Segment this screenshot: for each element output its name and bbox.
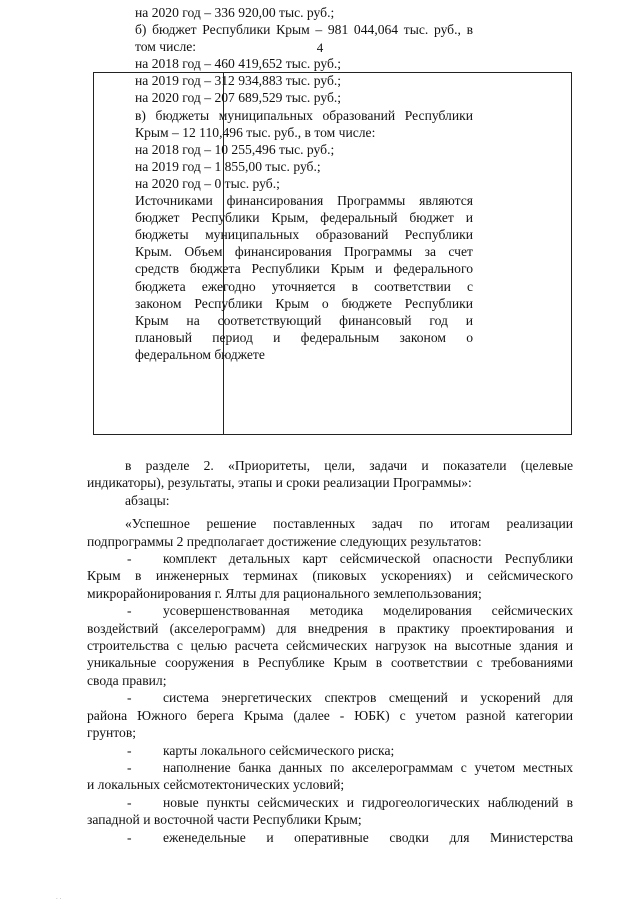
table-cell-line: Крым. Объем финансирования Программы за счет <box>135 244 473 260</box>
section-intro-line: в разделе 2. «Приоритеты, цели, задачи и показатели (целевые <box>125 458 573 473</box>
list-item-first-line: комплект детальных карт сейсмической опасности Республики <box>163 551 573 567</box>
table-cell-line: средств бюджета Республики Крым и федерального <box>135 261 473 277</box>
list-item-first-line: наполнение банка данных по акселерограммам с учетом местных <box>163 759 573 775</box>
list-dash: - <box>127 690 132 706</box>
list-dash: - <box>127 603 132 619</box>
scan-artifact: . . <box>56 893 62 901</box>
table-cell-line: плановый период и федеральным законом о <box>135 329 473 345</box>
list-item <box>87 794 573 829</box>
table-cell-line: на 2020 год – 0 тыс. руб.; <box>135 175 280 191</box>
list-item-first-line: карты локального сейсмического риска; <box>163 742 395 758</box>
list-item-first-line: система энергетических спектров смещений и ускорений для <box>163 690 573 706</box>
list-item-line: микрорайонирования г. Ялты для рационального землепользования; <box>87 585 482 601</box>
table-cell-line: федеральном бюджете <box>135 346 265 362</box>
page-number: 4 <box>316 40 324 55</box>
list-item-line: грунтов; <box>87 725 137 741</box>
quote-intro-line: подпрограммы 2 предполагает достижение следующих результатов: <box>87 533 482 549</box>
list-item-line: и локальных сейсмотектонических условий; <box>87 777 345 793</box>
list-item-first-line: усовершенствованная методика моделирования сейсмических <box>163 603 573 619</box>
table-cell-line: Крым – 12 110,496 тыс. руб., в том числе: <box>135 124 376 140</box>
table-cell-financing-text <box>135 4 473 363</box>
table-cell-line: на 2018 год – 10 255,496 тыс. руб.; <box>135 141 335 157</box>
list-dash: - <box>127 794 132 810</box>
list-dash: - <box>127 742 132 758</box>
list-item-line: Крым в инженерных терминах (пиковых ускорениях) и сейсмического <box>87 568 573 584</box>
list-item-line: западной и восточной части Республики Крым; <box>87 812 362 828</box>
list-item-line: района Южного берега Крыма (далее - ЮБК) с учетом разной категории <box>87 707 573 723</box>
table-cell-line: Крым на соответствующий финансовый год и <box>135 312 473 328</box>
table-cell-line: законом Республики Крым о бюджете Республики <box>135 295 473 311</box>
list-dash: - <box>127 759 132 775</box>
table-cell-line: бюджеты муниципальных образований Республики <box>135 227 473 243</box>
table-cell-line: на 2018 год – 460 419,652 тыс. руб.; <box>135 56 342 72</box>
list-dash: - <box>127 551 132 567</box>
list-item <box>87 829 573 846</box>
table-cell-line: в) бюджеты муниципальных образований Республики <box>135 107 473 123</box>
table-cell-line: на 2020 год – 207 689,529 тыс. руб.; <box>135 90 342 106</box>
list-item <box>87 759 573 794</box>
list-item-first-line: еженедельные и оперативные сводки для Министерства <box>163 829 573 845</box>
list-dash: - <box>127 829 132 845</box>
document-body <box>87 457 573 846</box>
quote-intro-line: «Успешное решение поставленных задач по итогам реализации <box>125 516 573 532</box>
list-item <box>87 550 573 602</box>
list-item-first-line: новые пункты сейсмических и гидрогеологических наблюдений в <box>163 794 573 810</box>
list-item-line: воздействий (акселерограмм) для внедрения в практику проектирования и <box>87 620 573 636</box>
list-item-line: свода правил; <box>87 672 167 688</box>
table-cell-line: на 2020 год – 336 920,00 тыс. руб.; <box>135 5 335 20</box>
results-list <box>87 550 573 846</box>
table-cell-line: Источниками финансирования Программы являются <box>135 193 473 209</box>
list-item <box>87 689 573 741</box>
table-cell-line: на 2019 год – 1 855,00 тыс. руб.; <box>135 158 321 174</box>
abzacy-line: абзацы: <box>125 492 170 508</box>
list-item-line: уникальные сооружения в Республике Крым в соответствии с требованиями <box>87 655 573 671</box>
table-cell-line: на 2019 год – 312 934,883 тыс. руб.; <box>135 73 342 89</box>
list-item <box>87 742 573 759</box>
list-item <box>87 602 573 689</box>
section-intro-line: индикаторы), результаты, этапы и сроки реализации Программы»: <box>87 475 472 491</box>
table-cell-line: б) бюджет Республики Крым – 981 044,064 тыс. руб., в <box>135 22 473 38</box>
table-cell-line: бюджета ежегодно уточняется в соответствии с <box>135 278 473 294</box>
table-cell-line: том числе: <box>135 39 197 55</box>
list-item-line: строительства с целью расчета сейсмических нагрузок на высотные здания и <box>87 638 573 654</box>
table-cell-line: бюджет Республики Крым, федеральный бюджет и <box>135 210 473 226</box>
